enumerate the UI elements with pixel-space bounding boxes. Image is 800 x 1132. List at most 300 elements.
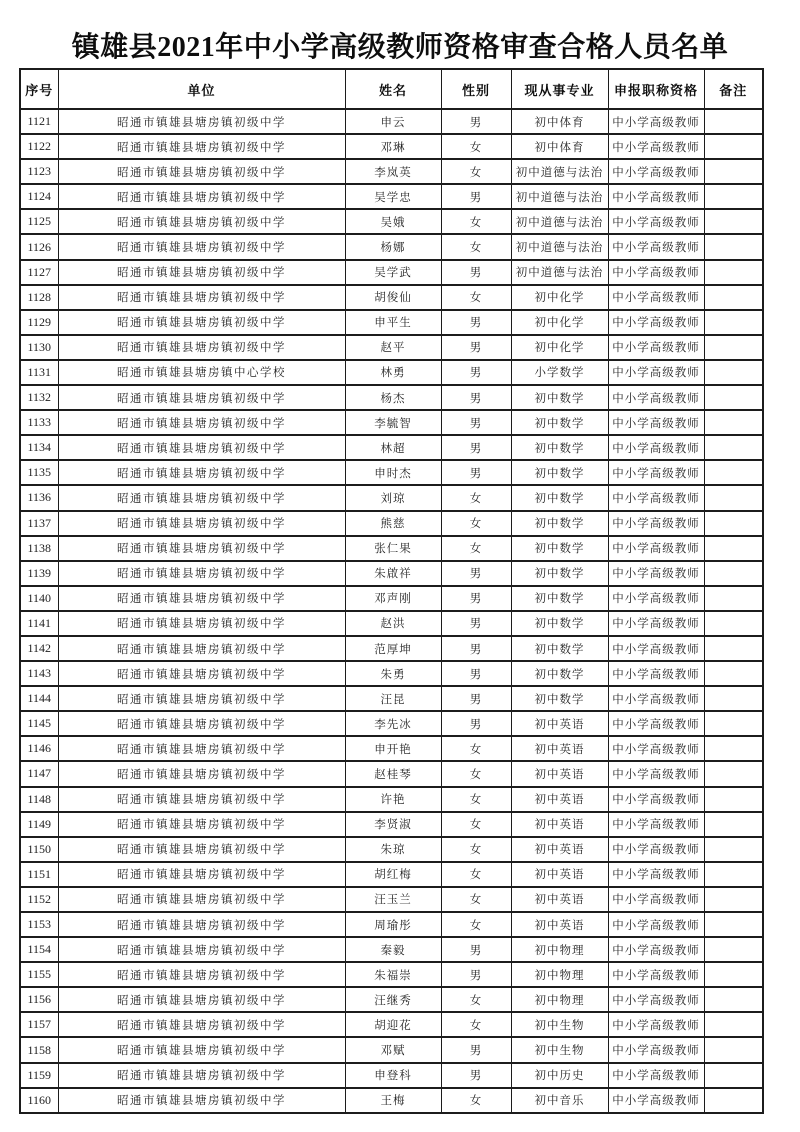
cell-name: 汪玉兰 [345, 887, 441, 912]
cell-declared-title: 中小学高级教师 [608, 887, 704, 912]
cell-major: 初中数学 [511, 410, 608, 435]
cell-note [704, 335, 763, 360]
cell-note [704, 611, 763, 636]
cell-note [704, 260, 763, 285]
cell-major: 初中数学 [511, 586, 608, 611]
cell-name: 朱琼 [345, 837, 441, 862]
cell-declared-title: 中小学高级教师 [608, 109, 704, 134]
cell-gender: 男 [441, 937, 511, 962]
cell-major: 初中数学 [511, 460, 608, 485]
table-row [20, 1037, 763, 1062]
table-row [20, 686, 763, 711]
cell-serial-number: 1154 [20, 937, 58, 962]
cell-name: 王梅 [345, 1088, 441, 1113]
cell-declared-title: 中小学高级教师 [608, 761, 704, 786]
cell-declared-title: 中小学高级教师 [608, 937, 704, 962]
cell-declared-title: 中小学高级教师 [608, 561, 704, 586]
cell-unit: 昭通市镇雄县塘房镇初级中学 [58, 586, 345, 611]
cell-name: 吴学忠 [345, 184, 441, 209]
cell-serial-number: 1124 [20, 184, 58, 209]
cell-serial-number: 1159 [20, 1063, 58, 1088]
cell-name: 许艳 [345, 787, 441, 812]
table-row [20, 1088, 763, 1113]
cell-note [704, 511, 763, 536]
cell-name: 张仁果 [345, 536, 441, 561]
cell-declared-title: 中小学高级教师 [608, 159, 704, 184]
table-row [20, 1063, 763, 1088]
table-row [20, 1012, 763, 1037]
cell-gender: 女 [441, 787, 511, 812]
cell-unit: 昭通市镇雄县塘房镇初级中学 [58, 385, 345, 410]
table-row [20, 962, 763, 987]
cell-serial-number: 1139 [20, 561, 58, 586]
cell-name: 胡俊仙 [345, 285, 441, 310]
cell-note [704, 561, 763, 586]
cell-gender: 男 [441, 385, 511, 410]
cell-note [704, 134, 763, 159]
cell-major: 初中英语 [511, 912, 608, 937]
cell-unit: 昭通市镇雄县塘房镇初级中学 [58, 460, 345, 485]
cell-name: 邓声刚 [345, 586, 441, 611]
header-row [20, 69, 763, 109]
cell-major: 初中道德与法治 [511, 159, 608, 184]
cell-serial-number: 1133 [20, 410, 58, 435]
cell-unit: 昭通市镇雄县塘房镇初级中学 [58, 159, 345, 184]
cell-gender: 男 [441, 661, 511, 686]
cell-declared-title: 中小学高级教师 [608, 736, 704, 761]
table-row [20, 561, 763, 586]
cell-unit: 昭通市镇雄县塘房镇初级中学 [58, 536, 345, 561]
cell-name: 赵洪 [345, 611, 441, 636]
cell-unit: 昭通市镇雄县塘房镇初级中学 [58, 335, 345, 360]
cell-gender: 男 [441, 410, 511, 435]
cell-declared-title: 中小学高级教师 [608, 1037, 704, 1062]
cell-serial-number: 1150 [20, 837, 58, 862]
cell-declared-title: 中小学高级教师 [608, 611, 704, 636]
cell-note [704, 962, 763, 987]
cell-gender: 男 [441, 686, 511, 711]
cell-serial-number: 1151 [20, 862, 58, 887]
cell-declared-title: 中小学高级教师 [608, 485, 704, 510]
cell-serial-number: 1143 [20, 661, 58, 686]
cell-note [704, 234, 763, 259]
cell-serial-number: 1132 [20, 385, 58, 410]
cell-name: 范厚坤 [345, 636, 441, 661]
cell-serial-number: 1138 [20, 536, 58, 561]
cell-unit: 昭通市镇雄县塘房镇初级中学 [58, 761, 345, 786]
table-row [20, 787, 763, 812]
cell-name: 朱福崇 [345, 962, 441, 987]
cell-name: 吴学武 [345, 260, 441, 285]
cell-name: 胡红梅 [345, 862, 441, 887]
cell-name: 邓琳 [345, 134, 441, 159]
cell-unit: 昭通市镇雄县塘房镇初级中学 [58, 260, 345, 285]
cell-note [704, 184, 763, 209]
cell-serial-number: 1127 [20, 260, 58, 285]
cell-gender: 男 [441, 260, 511, 285]
cell-declared-title: 中小学高级教师 [608, 686, 704, 711]
cell-major: 小学数学 [511, 360, 608, 385]
column-header-unit: 单位 [58, 69, 345, 109]
cell-serial-number: 1131 [20, 360, 58, 385]
cell-major: 初中物理 [511, 987, 608, 1012]
cell-gender: 女 [441, 1012, 511, 1037]
cell-unit: 昭通市镇雄县塘房镇初级中学 [58, 1037, 345, 1062]
cell-gender: 女 [441, 285, 511, 310]
cell-major: 初中数学 [511, 636, 608, 661]
cell-unit: 昭通市镇雄县塘房镇初级中学 [58, 787, 345, 812]
cell-note [704, 360, 763, 385]
cell-serial-number: 1125 [20, 209, 58, 234]
cell-major: 初中体育 [511, 109, 608, 134]
cell-note [704, 812, 763, 837]
table-row [20, 184, 763, 209]
cell-declared-title: 中小学高级教师 [608, 586, 704, 611]
cell-serial-number: 1134 [20, 435, 58, 460]
cell-name: 杨娜 [345, 234, 441, 259]
cell-note [704, 837, 763, 862]
cell-declared-title: 中小学高级教师 [608, 1088, 704, 1113]
cell-note [704, 485, 763, 510]
cell-major: 初中英语 [511, 812, 608, 837]
cell-declared-title: 中小学高级教师 [608, 837, 704, 862]
cell-major: 初中数学 [511, 611, 608, 636]
cell-serial-number: 1121 [20, 109, 58, 134]
cell-serial-number: 1153 [20, 912, 58, 937]
cell-serial-number: 1157 [20, 1012, 58, 1037]
cell-note [704, 636, 763, 661]
cell-gender: 女 [441, 1088, 511, 1113]
cell-serial-number: 1145 [20, 711, 58, 736]
cell-serial-number: 1141 [20, 611, 58, 636]
cell-unit: 昭通市镇雄县塘房镇初级中学 [58, 435, 345, 460]
cell-declared-title: 中小学高级教师 [608, 1012, 704, 1037]
cell-note [704, 1012, 763, 1037]
table-row [20, 862, 763, 887]
table-row [20, 209, 763, 234]
cell-major: 初中道德与法治 [511, 209, 608, 234]
cell-unit: 昭通市镇雄县塘房镇初级中学 [58, 862, 345, 887]
cell-gender: 男 [441, 460, 511, 485]
cell-gender: 男 [441, 109, 511, 134]
cell-serial-number: 1128 [20, 285, 58, 310]
cell-gender: 女 [441, 159, 511, 184]
cell-declared-title: 中小学高级教师 [608, 987, 704, 1012]
cell-serial-number: 1136 [20, 485, 58, 510]
table-header [20, 69, 763, 109]
cell-unit: 昭通市镇雄县塘房镇初级中学 [58, 134, 345, 159]
cell-unit: 昭通市镇雄县塘房镇初级中学 [58, 310, 345, 335]
cell-major: 初中道德与法治 [511, 184, 608, 209]
cell-serial-number: 1146 [20, 736, 58, 761]
cell-serial-number: 1144 [20, 686, 58, 711]
cell-name: 汪继秀 [345, 987, 441, 1012]
cell-unit: 昭通市镇雄县塘房镇初级中学 [58, 636, 345, 661]
cell-name: 朱啟祥 [345, 561, 441, 586]
cell-unit: 昭通市镇雄县塘房镇初级中学 [58, 812, 345, 837]
cell-gender: 男 [441, 586, 511, 611]
cell-major: 初中数学 [511, 561, 608, 586]
table-row [20, 536, 763, 561]
cell-name: 刘琼 [345, 485, 441, 510]
cell-serial-number: 1147 [20, 761, 58, 786]
cell-serial-number: 1149 [20, 812, 58, 837]
roster-table [19, 68, 764, 1114]
cell-unit: 昭通市镇雄县塘房镇初级中学 [58, 661, 345, 686]
cell-unit: 昭通市镇雄县塘房镇初级中学 [58, 686, 345, 711]
cell-declared-title: 中小学高级教师 [608, 912, 704, 937]
cell-major: 初中化学 [511, 285, 608, 310]
table-row [20, 987, 763, 1012]
cell-gender: 男 [441, 711, 511, 736]
cell-note [704, 109, 763, 134]
cell-declared-title: 中小学高级教师 [608, 260, 704, 285]
cell-declared-title: 中小学高级教师 [608, 385, 704, 410]
cell-note [704, 862, 763, 887]
cell-unit: 昭通市镇雄县塘房镇初级中学 [58, 912, 345, 937]
cell-major: 初中数学 [511, 511, 608, 536]
cell-declared-title: 中小学高级教师 [608, 209, 704, 234]
table-row [20, 761, 763, 786]
column-header-no: 序号 [20, 69, 58, 109]
cell-major: 初中数学 [511, 485, 608, 510]
column-header-major: 现从事专业 [511, 69, 608, 109]
cell-major: 初中道德与法治 [511, 234, 608, 259]
cell-gender: 女 [441, 837, 511, 862]
cell-unit: 昭通市镇雄县塘房镇初级中学 [58, 485, 345, 510]
cell-major: 初中英语 [511, 862, 608, 887]
cell-major: 初中生物 [511, 1037, 608, 1062]
cell-note [704, 536, 763, 561]
table-row [20, 937, 763, 962]
cell-name: 林勇 [345, 360, 441, 385]
cell-gender: 女 [441, 134, 511, 159]
table-row [20, 711, 763, 736]
cell-gender: 男 [441, 1063, 511, 1088]
table-row [20, 611, 763, 636]
column-header-gender: 性别 [441, 69, 511, 109]
cell-declared-title: 中小学高级教师 [608, 360, 704, 385]
cell-name: 申时杰 [345, 460, 441, 485]
cell-unit: 昭通市镇雄县塘房镇初级中学 [58, 209, 345, 234]
cell-unit: 昭通市镇雄县塘房镇初级中学 [58, 711, 345, 736]
table-row [20, 134, 763, 159]
cell-name: 李岚英 [345, 159, 441, 184]
cell-major: 初中英语 [511, 736, 608, 761]
table-row [20, 485, 763, 510]
column-header-note: 备注 [704, 69, 763, 109]
cell-major: 初中英语 [511, 761, 608, 786]
table-row [20, 234, 763, 259]
cell-note [704, 711, 763, 736]
table-row [20, 360, 763, 385]
cell-major: 初中物理 [511, 962, 608, 987]
cell-name: 李贤淑 [345, 812, 441, 837]
cell-note [704, 209, 763, 234]
cell-declared-title: 中小学高级教师 [608, 285, 704, 310]
table-row [20, 109, 763, 134]
cell-gender: 女 [441, 234, 511, 259]
cell-name: 熊慈 [345, 511, 441, 536]
cell-major: 初中物理 [511, 937, 608, 962]
cell-declared-title: 中小学高级教师 [608, 787, 704, 812]
cell-declared-title: 中小学高级教师 [608, 862, 704, 887]
cell-name: 邓赋 [345, 1037, 441, 1062]
cell-declared-title: 中小学高级教师 [608, 636, 704, 661]
cell-serial-number: 1130 [20, 335, 58, 360]
cell-declared-title: 中小学高级教师 [608, 511, 704, 536]
cell-note [704, 787, 763, 812]
cell-gender: 女 [441, 812, 511, 837]
cell-major: 初中数学 [511, 686, 608, 711]
cell-serial-number: 1137 [20, 511, 58, 536]
cell-unit: 昭通市镇雄县塘房镇初级中学 [58, 511, 345, 536]
table-row [20, 812, 763, 837]
cell-unit: 昭通市镇雄县塘房镇初级中学 [58, 109, 345, 134]
cell-note [704, 159, 763, 184]
table-row [20, 385, 763, 410]
cell-major: 初中数学 [511, 536, 608, 561]
table-row [20, 159, 763, 184]
cell-major: 初中英语 [511, 887, 608, 912]
cell-unit: 昭通市镇雄县塘房镇初级中学 [58, 234, 345, 259]
cell-note [704, 410, 763, 435]
cell-gender: 女 [441, 511, 511, 536]
cell-major: 初中数学 [511, 435, 608, 460]
cell-major: 初中化学 [511, 310, 608, 335]
cell-note [704, 661, 763, 686]
cell-unit: 昭通市镇雄县塘房镇初级中学 [58, 937, 345, 962]
cell-unit: 昭通市镇雄县塘房镇初级中学 [58, 1012, 345, 1037]
table-row [20, 661, 763, 686]
cell-serial-number: 1160 [20, 1088, 58, 1113]
cell-declared-title: 中小学高级教师 [608, 310, 704, 335]
cell-name: 申登科 [345, 1063, 441, 1088]
table-row [20, 260, 763, 285]
cell-gender: 男 [441, 636, 511, 661]
column-header-title: 申报职称资格 [608, 69, 704, 109]
cell-declared-title: 中小学高级教师 [608, 410, 704, 435]
cell-gender: 男 [441, 1037, 511, 1062]
cell-name: 秦毅 [345, 937, 441, 962]
cell-gender: 男 [441, 184, 511, 209]
cell-note [704, 937, 763, 962]
table-row [20, 887, 763, 912]
cell-major: 初中数学 [511, 661, 608, 686]
cell-name: 胡迎花 [345, 1012, 441, 1037]
table-body [20, 109, 763, 1113]
cell-unit: 昭通市镇雄县塘房镇初级中学 [58, 285, 345, 310]
cell-gender: 男 [441, 310, 511, 335]
cell-note [704, 887, 763, 912]
cell-unit: 昭通市镇雄县塘房镇初级中学 [58, 837, 345, 862]
cell-major: 初中历史 [511, 1063, 608, 1088]
cell-note [704, 761, 763, 786]
cell-serial-number: 1140 [20, 586, 58, 611]
cell-name: 申平生 [345, 310, 441, 335]
cell-unit: 昭通市镇雄县塘房镇初级中学 [58, 184, 345, 209]
cell-gender: 女 [441, 736, 511, 761]
cell-note [704, 385, 763, 410]
cell-serial-number: 1122 [20, 134, 58, 159]
table-row [20, 736, 763, 761]
cell-gender: 女 [441, 485, 511, 510]
cell-major: 初中英语 [511, 787, 608, 812]
page-title: 镇雄县2021年中小学高级教师资格审查合格人员名单 [71, 32, 729, 63]
cell-declared-title: 中小学高级教师 [608, 962, 704, 987]
table-row [20, 912, 763, 937]
cell-serial-number: 1156 [20, 987, 58, 1012]
cell-major: 初中体育 [511, 134, 608, 159]
cell-name: 周瑜彤 [345, 912, 441, 937]
cell-declared-title: 中小学高级教师 [608, 335, 704, 360]
cell-gender: 女 [441, 536, 511, 561]
cell-major: 初中音乐 [511, 1088, 608, 1113]
cell-unit: 昭通市镇雄县塘房镇初级中学 [58, 561, 345, 586]
cell-unit: 昭通市镇雄县塘房镇初级中学 [58, 736, 345, 761]
cell-declared-title: 中小学高级教师 [608, 812, 704, 837]
cell-serial-number: 1155 [20, 962, 58, 987]
table-row [20, 310, 763, 335]
cell-major: 初中英语 [511, 711, 608, 736]
cell-note [704, 586, 763, 611]
cell-gender: 男 [441, 335, 511, 360]
cell-unit: 昭通市镇雄县塘房镇初级中学 [58, 611, 345, 636]
cell-name: 申开艳 [345, 736, 441, 761]
cell-name: 吴娥 [345, 209, 441, 234]
cell-declared-title: 中小学高级教师 [608, 1063, 704, 1088]
cell-unit: 昭通市镇雄县塘房镇初级中学 [58, 1063, 345, 1088]
table-row [20, 285, 763, 310]
cell-note [704, 1063, 763, 1088]
cell-serial-number: 1123 [20, 159, 58, 184]
cell-name: 赵平 [345, 335, 441, 360]
cell-note [704, 285, 763, 310]
cell-declared-title: 中小学高级教师 [608, 460, 704, 485]
cell-name: 申云 [345, 109, 441, 134]
cell-serial-number: 1142 [20, 636, 58, 661]
cell-declared-title: 中小学高级教师 [608, 661, 704, 686]
cell-unit: 昭通市镇雄县塘房镇初级中学 [58, 410, 345, 435]
cell-unit: 昭通市镇雄县塘房镇初级中学 [58, 987, 345, 1012]
cell-serial-number: 1129 [20, 310, 58, 335]
cell-name: 朱勇 [345, 661, 441, 686]
cell-gender: 男 [441, 435, 511, 460]
cell-note [704, 310, 763, 335]
cell-major: 初中道德与法治 [511, 260, 608, 285]
cell-gender: 女 [441, 209, 511, 234]
cell-major: 初中生物 [511, 1012, 608, 1037]
cell-serial-number: 1135 [20, 460, 58, 485]
table-row [20, 837, 763, 862]
cell-declared-title: 中小学高级教师 [608, 134, 704, 159]
cell-name: 赵桂琴 [345, 761, 441, 786]
cell-note [704, 912, 763, 937]
cell-gender: 女 [441, 862, 511, 887]
cell-declared-title: 中小学高级教师 [608, 234, 704, 259]
column-header-name: 姓名 [345, 69, 441, 109]
cell-note [704, 736, 763, 761]
cell-serial-number: 1126 [20, 234, 58, 259]
table-row [20, 460, 763, 485]
cell-serial-number: 1152 [20, 887, 58, 912]
table-row [20, 335, 763, 360]
table-row [20, 636, 763, 661]
table-row [20, 586, 763, 611]
cell-major: 初中化学 [511, 335, 608, 360]
cell-name: 李先冰 [345, 711, 441, 736]
cell-declared-title: 中小学高级教师 [608, 536, 704, 561]
